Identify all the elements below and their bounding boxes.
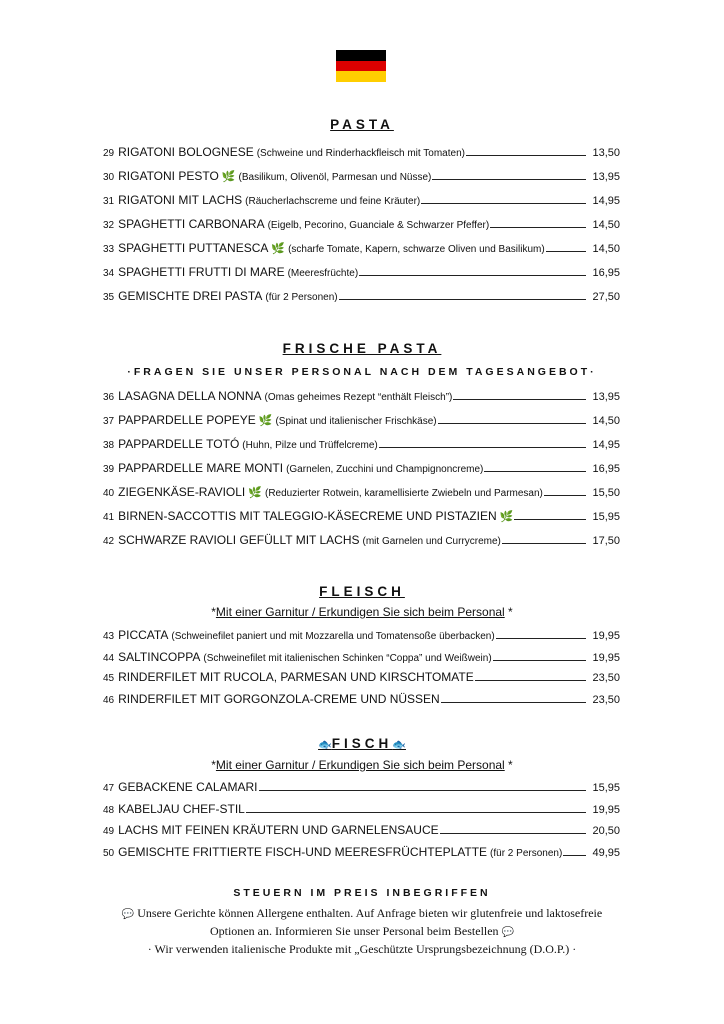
menu-item-row: [103, 841, 620, 859]
menu-item-row: [103, 624, 620, 642]
dot-leader: [490, 227, 586, 228]
item-price: 14,95: [592, 195, 620, 207]
section-title-fisch: [0, 736, 724, 751]
item-number: 32: [103, 220, 115, 231]
dot-leader: [246, 812, 586, 813]
menu-item-row: [103, 189, 620, 207]
menu-item-row: [103, 819, 620, 837]
dot-leader: [453, 399, 586, 400]
menu-item-row: [103, 688, 620, 706]
dot-leader: [466, 155, 586, 156]
menu-item-row: [103, 141, 620, 159]
item-number: 31: [103, 196, 115, 207]
item-number: 35: [103, 292, 115, 303]
item-price: 14,50: [592, 219, 620, 231]
item-price: 13,50: [592, 147, 620, 159]
item-name: RIGATONI BOLOGNESE: [118, 145, 254, 159]
item-description: (Omas geheimes Rezept “enthält Fleisch”): [264, 392, 453, 403]
fleisch-garnitur-note: Mit einer Garnitur / Erkundigen Sie sich beim Personal: [215, 605, 505, 619]
item-name: RIGATONI PESTO: [118, 169, 219, 183]
item-name: BIRNEN-SACCOTTIS MIT TALEGGIO-KÄSECREME UND PISTAZIEN: [118, 509, 497, 523]
item-name: GEMISCHTE DREI PASTA: [118, 289, 263, 303]
item-number: 33: [103, 244, 115, 255]
item-description: (Räucherlachscreme und feine Kräuter): [245, 196, 421, 207]
dot-leader: [259, 790, 587, 791]
item-number: 46: [103, 695, 115, 706]
allergen-text-1: Unsere Gerichte können Allergene enthalten. Auf Anfrage bieten wir glutenfreie und laktosefreie: [137, 906, 603, 920]
dot-leader: [563, 855, 586, 856]
item-description: (Eigelb, Pecorino, Guanciale & Schwarzer Pfeffer): [267, 220, 490, 231]
menu-item-row: [103, 776, 620, 794]
item-price: 23,50: [592, 694, 620, 706]
menu-item-row: [103, 457, 620, 475]
item-name: SALTINCOPPA: [118, 650, 201, 664]
item-number: 48: [103, 805, 115, 816]
menu-item-row: [103, 409, 620, 427]
item-name: PAPPARDELLE POPEYE: [118, 413, 256, 427]
item-price: 15,95: [592, 782, 620, 794]
dot-leader: [475, 680, 586, 681]
item-description: (scharfe Tomate, Kapern, schwarze Oliven und Basilikum): [288, 244, 545, 255]
menu-item-row: [103, 285, 620, 303]
item-price: 20,50: [592, 825, 620, 837]
item-description: (Reduzierter Rotwein, karamellisierte Zwiebeln und Parmesan): [264, 488, 543, 499]
speech-bubble-icon: 💬: [501, 927, 515, 938]
item-number: 39: [103, 464, 115, 475]
item-name: KABELJAU CHEF-STIL: [118, 802, 245, 816]
item-name: LACHS MIT FEINEN KRÄUTERN UND GARNELENSAUCE: [118, 823, 439, 837]
section-subtitle-frische-pasta: ·FRAGEN SIE UNSER PERSONAL NACH DEM TAGESANGEBOT·: [127, 366, 597, 378]
dot-leader: [496, 638, 586, 639]
item-name: ZIEGENKÄSE-RAVIOLI: [118, 485, 246, 499]
item-description: (Spinat und italienischer Frischkäse): [275, 416, 437, 427]
dot-leader: [421, 203, 586, 204]
item-number: 44: [103, 653, 115, 664]
flag-stripe-gold: [336, 71, 386, 82]
dot-leader: [493, 660, 586, 661]
item-name: RIGATONI MIT LACHS: [118, 193, 243, 207]
item-price: 13,95: [592, 171, 620, 183]
menu-item-row: [103, 798, 620, 816]
allergen-notice-line2: [0, 924, 724, 939]
item-price: 14,50: [592, 415, 620, 427]
dot-leader: [514, 519, 586, 520]
item-price: 16,95: [592, 267, 620, 279]
item-price: 13,95: [592, 391, 620, 403]
item-name: PICCATA: [118, 628, 169, 642]
dot-leader: [359, 275, 586, 276]
item-name: LASAGNA DELLA NONNA: [118, 389, 262, 403]
item-name: RINDERFILET MIT GORGONZOLA-CREME UND NÜSSEN: [118, 692, 440, 706]
item-number: 47: [103, 783, 115, 794]
item-price: 19,95: [592, 804, 620, 816]
item-number: 37: [103, 416, 115, 427]
tax-notice-title: STEUERN IM PREIS INBEGRIFFEN: [233, 887, 491, 899]
menu-item-row: [103, 666, 620, 684]
speech-bubble-icon: 💬: [121, 909, 135, 920]
item-price: 19,95: [592, 652, 620, 664]
dot-leader: [432, 179, 586, 180]
menu-item-row: [103, 165, 620, 183]
dot-leader: [546, 251, 586, 252]
flag-stripe-black: [336, 50, 386, 61]
vegetarian-leaf-icon: 🌿: [248, 487, 262, 499]
item-name: SPAGHETTI PUTTANESCA: [118, 241, 269, 255]
item-number: 36: [103, 392, 115, 403]
vegetarian-leaf-icon: 🌿: [499, 511, 514, 523]
item-name: GEMISCHTE FRITTIERTE FISCH-UND MEERESFRÜCHTEPLATTE: [118, 845, 488, 859]
item-description: (Schweine und Rinderhackfleisch mit Tomaten): [256, 148, 465, 159]
item-description: (Basilikum, Olivenöl, Parmesan und Nüsse): [238, 172, 432, 183]
item-price: 17,50: [592, 535, 620, 547]
item-number: 30: [103, 172, 115, 183]
vegetarian-leaf-icon: 🌿: [221, 171, 236, 183]
item-number: 29: [103, 148, 115, 159]
item-name: PAPPARDELLE TOTÓ: [118, 437, 240, 451]
menu-item-row: [103, 481, 620, 499]
dot-leader: [484, 471, 586, 472]
dot-leader: [502, 543, 586, 544]
menu-item-row: [103, 529, 620, 547]
allergen-text-2: Optionen an. Informieren Sie unser Personal beim Bestellen: [209, 924, 499, 938]
menu-item-row: [103, 433, 620, 451]
item-name: GEBACKENE CALAMARI: [118, 780, 258, 794]
item-number: 49: [103, 826, 115, 837]
item-price: 23,50: [592, 672, 620, 684]
item-name: RINDERFILET MIT RUCOLA, PARMESAN UND KIRSCHTOMATE: [118, 670, 474, 684]
item-name: SCHWARZE RAVIOLI GEFÜLLT MIT LACHS: [118, 533, 360, 547]
item-number: 42: [103, 536, 115, 547]
item-description: (Huhn, Pilze und Trüffelcreme): [242, 440, 378, 451]
item-name: PAPPARDELLE MARE MONTI: [118, 461, 284, 475]
section-title-frische-pasta: FRISCHE PASTA: [282, 341, 442, 356]
item-price: 14,50: [592, 243, 620, 255]
dot-leader: [379, 447, 586, 448]
item-description: (Schweinefilet paniert und mit Mozzarella und Tomatensoße überbacken): [171, 631, 495, 642]
item-description: (für 2 Personen): [265, 292, 338, 303]
menu-item-row: [103, 385, 620, 403]
dop-notice: · Wir verwenden italienische Produkte mit „Geschützte Ursprungsbezeichnung (D.O.P.) ·: [147, 942, 577, 956]
item-number: 41: [103, 512, 115, 523]
dot-leader: [339, 299, 586, 300]
menu-item-row: [103, 213, 620, 231]
menu-item-row: [103, 505, 620, 523]
item-price: 15,95: [592, 511, 620, 523]
vegetarian-leaf-icon: 🌿: [271, 243, 286, 255]
dot-leader: [441, 702, 586, 703]
section-subtitle-fleisch: *Mit einer Garnitur / Erkundigen Sie sich beim Personal *: [211, 605, 513, 619]
item-number: 34: [103, 268, 115, 279]
item-number: 38: [103, 440, 115, 451]
section-title-pasta: PASTA: [330, 117, 394, 132]
allergen-notice-line1: [0, 906, 724, 921]
item-number: 45: [103, 673, 115, 684]
fish-icon: 🐟: [318, 739, 332, 751]
item-description: (mit Garnelen und Currycreme): [362, 536, 501, 547]
item-number: 40: [103, 488, 115, 499]
fish-icon: 🐟: [392, 739, 406, 751]
fisch-title-text: FISCH: [331, 736, 393, 751]
item-price: 49,95: [592, 847, 620, 859]
section-title-fleisch: FLEISCH: [319, 584, 405, 599]
item-price: 14,95: [592, 439, 620, 451]
dot-leader: [440, 833, 586, 834]
item-price: 19,95: [592, 630, 620, 642]
dot-leader: [438, 423, 586, 424]
menu-item-row: [103, 237, 620, 255]
dot-leader: [544, 495, 586, 496]
item-price: 27,50: [592, 291, 620, 303]
item-description: (Schweinefilet mit italienischen Schinken “Coppa” und Weißwein): [203, 653, 492, 664]
item-name: SPAGHETTI FRUTTI DI MARE: [118, 265, 285, 279]
section-subtitle-fisch: *Mit einer Garnitur / Erkundigen Sie sich beim Personal *: [211, 758, 513, 772]
item-price: 16,95: [592, 463, 620, 475]
item-price: 15,50: [592, 487, 620, 499]
menu-item-row: [103, 261, 620, 279]
item-name: SPAGHETTI CARBONARA: [118, 217, 265, 231]
item-number: 50: [103, 848, 115, 859]
item-description: (Meeresfrüchte): [287, 268, 359, 279]
item-description: (für 2 Personen): [490, 848, 563, 859]
flag-stripe-red: [336, 61, 386, 72]
item-description: (Garnelen, Zucchini und Champignoncreme): [286, 464, 484, 475]
fisch-garnitur-note: Mit einer Garnitur / Erkundigen Sie sich beim Personal: [215, 758, 505, 772]
vegetarian-leaf-icon: 🌿: [258, 415, 273, 427]
german-flag-icon: [336, 50, 386, 82]
menu-item-row: [103, 646, 620, 664]
item-number: 43: [103, 631, 115, 642]
